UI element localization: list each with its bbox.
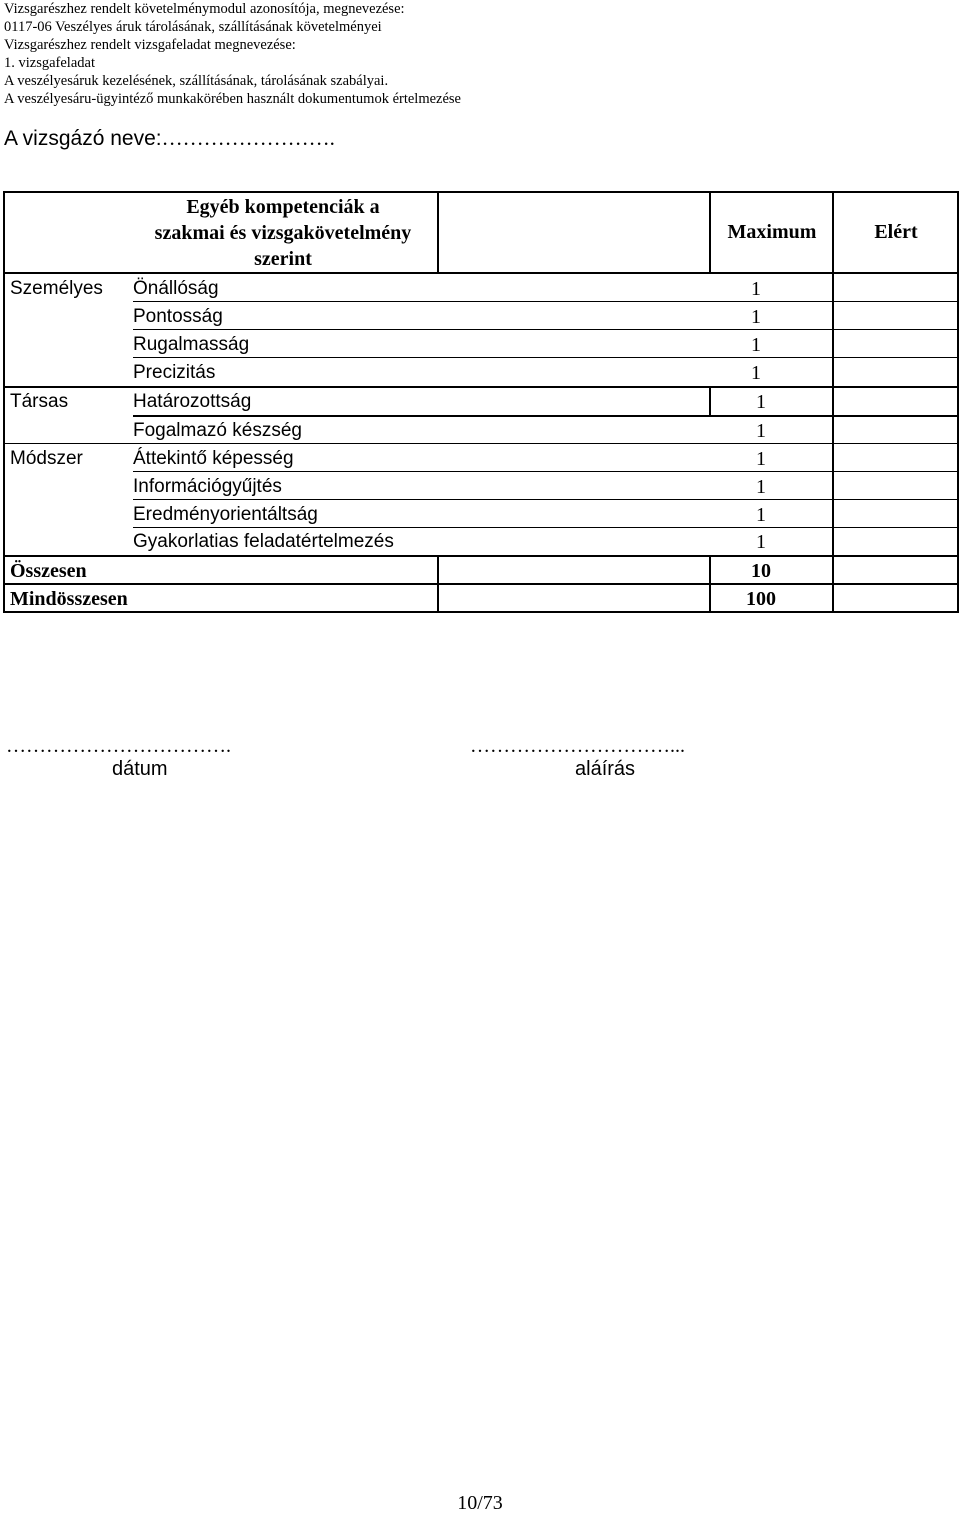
table-row-line: [3, 272, 959, 274]
signature-field[interactable]: …………………………...: [470, 735, 685, 757]
competency-item: Fogalmazó készség: [133, 420, 302, 441]
competency-max: 1: [751, 278, 761, 300]
page-number: 10/73: [457, 1492, 503, 1514]
competency-max: 1: [756, 448, 766, 470]
total-max: 10: [751, 560, 771, 582]
competency-item: Határozottság: [133, 391, 252, 412]
competency-max: 1: [756, 476, 766, 498]
group-label-social: Társas: [10, 391, 69, 412]
candidate-name-line: [4, 126, 335, 151]
table-col-line: [832, 191, 834, 613]
header-line-module-label: Vizsgarészhez rendelt követelménymodul azonosítója, megnevezése:: [4, 1, 405, 17]
date-field[interactable]: …………………………….: [6, 735, 231, 757]
competency-item: Pontosság: [133, 306, 223, 327]
achieved-column-header: Elért: [874, 221, 918, 243]
competency-item: Gyakorlatias feladatértelmezés: [133, 531, 394, 552]
date-label: dátum: [112, 758, 168, 780]
competency-max: 1: [756, 391, 766, 413]
table-row-line: [133, 329, 959, 330]
header-line-task-title: A veszélyesáruk kezelésének, szállításának, tárolásának szabályai.: [4, 73, 389, 89]
candidate-name-label: A vizsgázó neve:: [4, 127, 162, 150]
table-border-right: [957, 191, 959, 613]
competency-max: 1: [756, 420, 766, 442]
group-label-personal: Személyes: [10, 278, 103, 299]
competency-table: [3, 191, 959, 613]
table-col-line: [437, 555, 439, 613]
competency-item: Áttekintő képesség: [133, 448, 294, 469]
total-label: Összesen: [10, 560, 87, 582]
competency-max: 1: [751, 334, 761, 356]
grand-total-max: 100: [746, 588, 776, 610]
competency-max: 1: [751, 306, 761, 328]
competency-item: Önállóság: [133, 278, 219, 299]
table-col-line: [437, 191, 439, 274]
competency-item: Rugalmasság: [133, 334, 250, 355]
competency-max: 1: [751, 362, 761, 384]
competency-max: 1: [756, 504, 766, 526]
competency-max: 1: [756, 531, 766, 553]
header-line-module-name: 0117-06 Veszélyes áruk tárolásának, szállításának követelményei: [4, 19, 382, 35]
table-row-line: [133, 301, 959, 302]
table-border-top: [3, 191, 959, 193]
competency-item: Információgyűjtés: [133, 476, 282, 497]
signature-label: aláírás: [575, 758, 636, 780]
grand-total-label: Mindösszesen: [10, 588, 128, 610]
group-label-method: Módszer: [10, 448, 83, 469]
competency-column-header: Egyéb kompetenciák a szakmai és vizsgakövetelmény szerint: [154, 196, 412, 270]
header-line-task-subtitle: A veszélyesáru-ügyintéző munkakörében használt dokumentumok értelmezése: [4, 91, 461, 107]
competency-item: Precizitás: [133, 362, 216, 383]
table-row-line: [133, 357, 959, 358]
document-header: [4, 0, 461, 108]
table-border-left: [3, 191, 5, 613]
candidate-name-field[interactable]: …………………….: [161, 126, 335, 150]
header-line-task-label: Vizsgarészhez rendelt vizsgafeladat megnevezése:: [4, 37, 296, 53]
maximum-column-header: Maximum: [727, 221, 817, 243]
competency-item: Eredményorientáltság: [133, 504, 318, 525]
header-line-task-number: 1. vizsgafeladat: [4, 55, 95, 71]
